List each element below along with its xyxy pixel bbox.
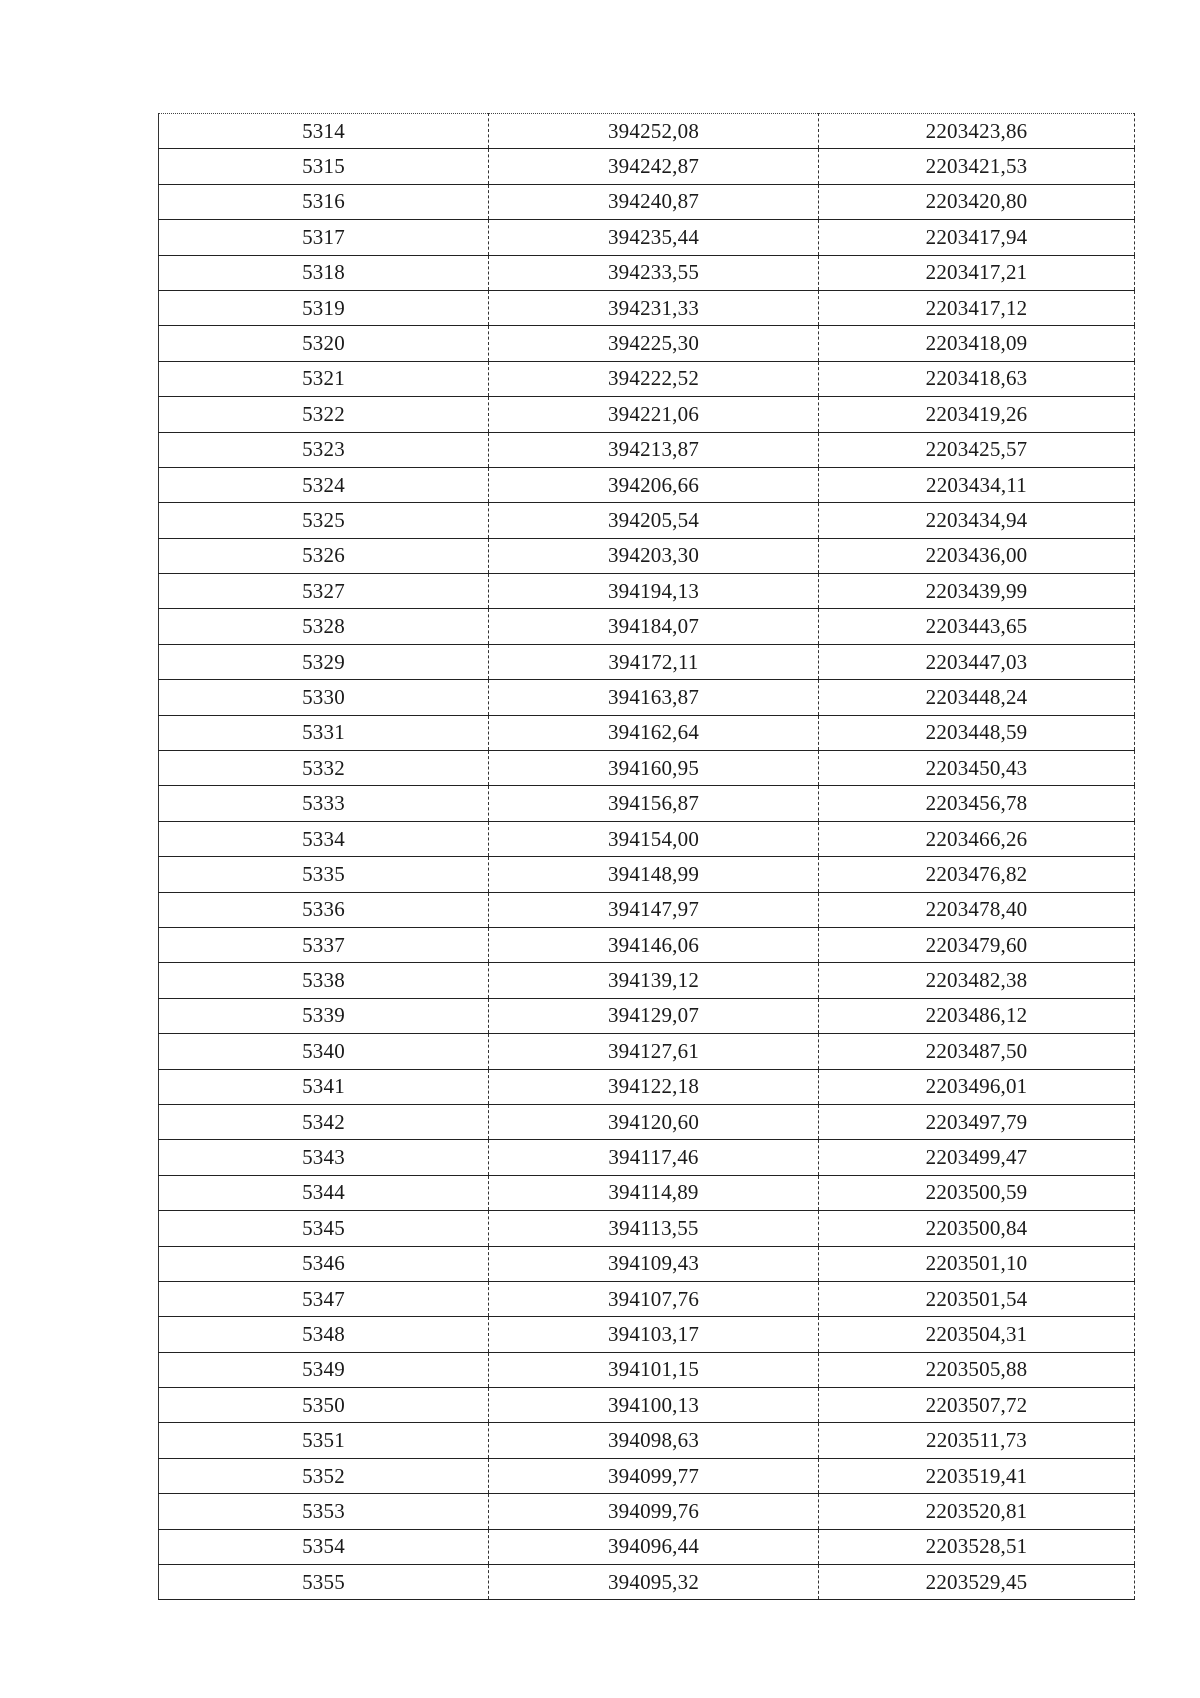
x-coordinate-cell: 394162,64 <box>489 715 819 750</box>
y-coordinate-cell: 2203501,10 <box>819 1246 1135 1281</box>
x-coordinate-cell: 394231,33 <box>489 290 819 325</box>
table-row <box>159 751 1135 786</box>
y-coordinate-cell: 2203500,59 <box>819 1175 1135 1210</box>
x-coordinate-cell: 394252,08 <box>489 114 819 149</box>
x-coordinate-cell: 394103,17 <box>489 1317 819 1352</box>
y-coordinate-cell: 2203419,26 <box>819 397 1135 432</box>
y-coordinate-cell: 2203504,31 <box>819 1317 1135 1352</box>
table-row <box>159 538 1135 573</box>
y-coordinate-cell: 2203496,01 <box>819 1069 1135 1104</box>
table-row <box>159 786 1135 821</box>
x-coordinate-cell: 394160,95 <box>489 751 819 786</box>
point-number-cell: 5337 <box>159 927 489 962</box>
y-coordinate-cell: 2203456,78 <box>819 786 1135 821</box>
table-row <box>159 1317 1135 1352</box>
x-coordinate-cell: 394205,54 <box>489 503 819 538</box>
y-coordinate-cell: 2203417,21 <box>819 255 1135 290</box>
y-coordinate-cell: 2203423,86 <box>819 114 1135 149</box>
y-coordinate-cell: 2203439,99 <box>819 574 1135 609</box>
x-coordinate-cell: 394154,00 <box>489 821 819 856</box>
x-coordinate-cell: 394172,11 <box>489 644 819 679</box>
table-row <box>159 927 1135 962</box>
point-number-cell: 5341 <box>159 1069 489 1104</box>
point-number-cell: 5318 <box>159 255 489 290</box>
table-row <box>159 149 1135 184</box>
point-number-cell: 5353 <box>159 1494 489 1529</box>
x-coordinate-cell: 394240,87 <box>489 184 819 219</box>
table-row <box>159 1458 1135 1493</box>
x-coordinate-cell: 394206,66 <box>489 467 819 502</box>
y-coordinate-cell: 2203482,38 <box>819 963 1135 998</box>
table-row <box>159 1069 1135 1104</box>
point-number-cell: 5344 <box>159 1175 489 1210</box>
table-row <box>159 715 1135 750</box>
table-row <box>159 680 1135 715</box>
point-number-cell: 5319 <box>159 290 489 325</box>
table-row <box>159 998 1135 1033</box>
table-row <box>159 432 1135 467</box>
x-coordinate-cell: 394101,15 <box>489 1352 819 1387</box>
point-number-cell: 5333 <box>159 786 489 821</box>
table-row <box>159 1140 1135 1175</box>
x-coordinate-cell: 394122,18 <box>489 1069 819 1104</box>
y-coordinate-cell: 2203476,82 <box>819 857 1135 892</box>
x-coordinate-cell: 394194,13 <box>489 574 819 609</box>
table-row <box>159 467 1135 502</box>
y-coordinate-cell: 2203417,12 <box>819 290 1135 325</box>
point-number-cell: 5331 <box>159 715 489 750</box>
point-number-cell: 5334 <box>159 821 489 856</box>
point-number-cell: 5339 <box>159 998 489 1033</box>
y-coordinate-cell: 2203417,94 <box>819 220 1135 255</box>
y-coordinate-cell: 2203519,41 <box>819 1458 1135 1493</box>
x-coordinate-cell: 394156,87 <box>489 786 819 821</box>
x-coordinate-cell: 394222,52 <box>489 361 819 396</box>
y-coordinate-cell: 2203486,12 <box>819 998 1135 1033</box>
x-coordinate-cell: 394233,55 <box>489 255 819 290</box>
y-coordinate-cell: 2203487,50 <box>819 1034 1135 1069</box>
point-number-cell: 5354 <box>159 1529 489 1564</box>
y-coordinate-cell: 2203466,26 <box>819 821 1135 856</box>
y-coordinate-cell: 2203528,51 <box>819 1529 1135 1564</box>
y-coordinate-cell: 2203520,81 <box>819 1494 1135 1529</box>
y-coordinate-cell: 2203418,63 <box>819 361 1135 396</box>
x-coordinate-cell: 394096,44 <box>489 1529 819 1564</box>
x-coordinate-cell: 394095,32 <box>489 1565 819 1600</box>
y-coordinate-cell: 2203425,57 <box>819 432 1135 467</box>
table-row <box>159 1246 1135 1281</box>
x-coordinate-cell: 394107,76 <box>489 1281 819 1316</box>
point-number-cell: 5327 <box>159 574 489 609</box>
table-row <box>159 326 1135 361</box>
point-number-cell: 5320 <box>159 326 489 361</box>
x-coordinate-cell: 394120,60 <box>489 1104 819 1139</box>
y-coordinate-cell: 2203436,00 <box>819 538 1135 573</box>
point-number-cell: 5315 <box>159 149 489 184</box>
y-coordinate-cell: 2203421,53 <box>819 149 1135 184</box>
point-number-cell: 5324 <box>159 467 489 502</box>
table-row <box>159 184 1135 219</box>
y-coordinate-cell: 2203448,59 <box>819 715 1135 750</box>
table-row <box>159 644 1135 679</box>
y-coordinate-cell: 2203434,94 <box>819 503 1135 538</box>
point-number-cell: 5322 <box>159 397 489 432</box>
x-coordinate-cell: 394100,13 <box>489 1388 819 1423</box>
x-coordinate-cell: 394098,63 <box>489 1423 819 1458</box>
point-number-cell: 5316 <box>159 184 489 219</box>
point-number-cell: 5343 <box>159 1140 489 1175</box>
x-coordinate-cell: 394139,12 <box>489 963 819 998</box>
point-number-cell: 5329 <box>159 644 489 679</box>
x-coordinate-cell: 394129,07 <box>489 998 819 1033</box>
table-row <box>159 821 1135 856</box>
point-number-cell: 5350 <box>159 1388 489 1423</box>
x-coordinate-cell: 394213,87 <box>489 432 819 467</box>
table-row <box>159 290 1135 325</box>
table-row <box>159 1175 1135 1210</box>
table-row <box>159 609 1135 644</box>
table-row <box>159 1529 1135 1564</box>
point-number-cell: 5314 <box>159 114 489 149</box>
x-coordinate-cell: 394109,43 <box>489 1246 819 1281</box>
table-row <box>159 1565 1135 1600</box>
point-number-cell: 5326 <box>159 538 489 573</box>
point-number-cell: 5328 <box>159 609 489 644</box>
table-row <box>159 1388 1135 1423</box>
table-row <box>159 1423 1135 1458</box>
point-number-cell: 5342 <box>159 1104 489 1139</box>
y-coordinate-cell: 2203478,40 <box>819 892 1135 927</box>
table-row <box>159 220 1135 255</box>
point-number-cell: 5325 <box>159 503 489 538</box>
x-coordinate-cell: 394184,07 <box>489 609 819 644</box>
point-number-cell: 5338 <box>159 963 489 998</box>
point-number-cell: 5335 <box>159 857 489 892</box>
point-number-cell: 5330 <box>159 680 489 715</box>
point-number-cell: 5349 <box>159 1352 489 1387</box>
y-coordinate-cell: 2203447,03 <box>819 644 1135 679</box>
y-coordinate-cell: 2203507,72 <box>819 1388 1135 1423</box>
y-coordinate-cell: 2203434,11 <box>819 467 1135 502</box>
table-row <box>159 1352 1135 1387</box>
point-number-cell: 5340 <box>159 1034 489 1069</box>
point-number-cell: 5323 <box>159 432 489 467</box>
y-coordinate-cell: 2203443,65 <box>819 609 1135 644</box>
point-number-cell: 5332 <box>159 751 489 786</box>
x-coordinate-cell: 394221,06 <box>489 397 819 432</box>
point-number-cell: 5336 <box>159 892 489 927</box>
y-coordinate-cell: 2203450,43 <box>819 751 1135 786</box>
table-row <box>159 1281 1135 1316</box>
point-number-cell: 5355 <box>159 1565 489 1600</box>
point-number-cell: 5321 <box>159 361 489 396</box>
x-coordinate-cell: 394127,61 <box>489 1034 819 1069</box>
x-coordinate-cell: 394225,30 <box>489 326 819 361</box>
y-coordinate-cell: 2203497,79 <box>819 1104 1135 1139</box>
table-row <box>159 1034 1135 1069</box>
x-coordinate-cell: 394203,30 <box>489 538 819 573</box>
y-coordinate-cell: 2203529,45 <box>819 1565 1135 1600</box>
x-coordinate-cell: 394113,55 <box>489 1211 819 1246</box>
x-coordinate-cell: 394146,06 <box>489 927 819 962</box>
coordinates-table-body <box>159 114 1135 1600</box>
y-coordinate-cell: 2203511,73 <box>819 1423 1135 1458</box>
point-number-cell: 5348 <box>159 1317 489 1352</box>
point-number-cell: 5317 <box>159 220 489 255</box>
table-row <box>159 397 1135 432</box>
table-row <box>159 361 1135 396</box>
x-coordinate-cell: 394148,99 <box>489 857 819 892</box>
table-row <box>159 1211 1135 1246</box>
x-coordinate-cell: 394163,87 <box>489 680 819 715</box>
y-coordinate-cell: 2203479,60 <box>819 927 1135 962</box>
table-row <box>159 255 1135 290</box>
table-row <box>159 114 1135 149</box>
point-number-cell: 5345 <box>159 1211 489 1246</box>
table-row <box>159 892 1135 927</box>
y-coordinate-cell: 2203500,84 <box>819 1211 1135 1246</box>
y-coordinate-cell: 2203505,88 <box>819 1352 1135 1387</box>
y-coordinate-cell: 2203501,54 <box>819 1281 1135 1316</box>
y-coordinate-cell: 2203420,80 <box>819 184 1135 219</box>
x-coordinate-cell: 394117,46 <box>489 1140 819 1175</box>
point-number-cell: 5351 <box>159 1423 489 1458</box>
y-coordinate-cell: 2203448,24 <box>819 680 1135 715</box>
table-row <box>159 503 1135 538</box>
table-row <box>159 574 1135 609</box>
x-coordinate-cell: 394114,89 <box>489 1175 819 1210</box>
x-coordinate-cell: 394147,97 <box>489 892 819 927</box>
x-coordinate-cell: 394242,87 <box>489 149 819 184</box>
point-number-cell: 5352 <box>159 1458 489 1493</box>
x-coordinate-cell: 394235,44 <box>489 220 819 255</box>
point-number-cell: 5346 <box>159 1246 489 1281</box>
y-coordinate-cell: 2203499,47 <box>819 1140 1135 1175</box>
point-number-cell: 5347 <box>159 1281 489 1316</box>
y-coordinate-cell: 2203418,09 <box>819 326 1135 361</box>
x-coordinate-cell: 394099,77 <box>489 1458 819 1493</box>
table-row <box>159 963 1135 998</box>
x-coordinate-cell: 394099,76 <box>489 1494 819 1529</box>
coordinates-table <box>158 113 1135 1600</box>
table-row <box>159 1104 1135 1139</box>
table-row <box>159 1494 1135 1529</box>
table-row <box>159 857 1135 892</box>
